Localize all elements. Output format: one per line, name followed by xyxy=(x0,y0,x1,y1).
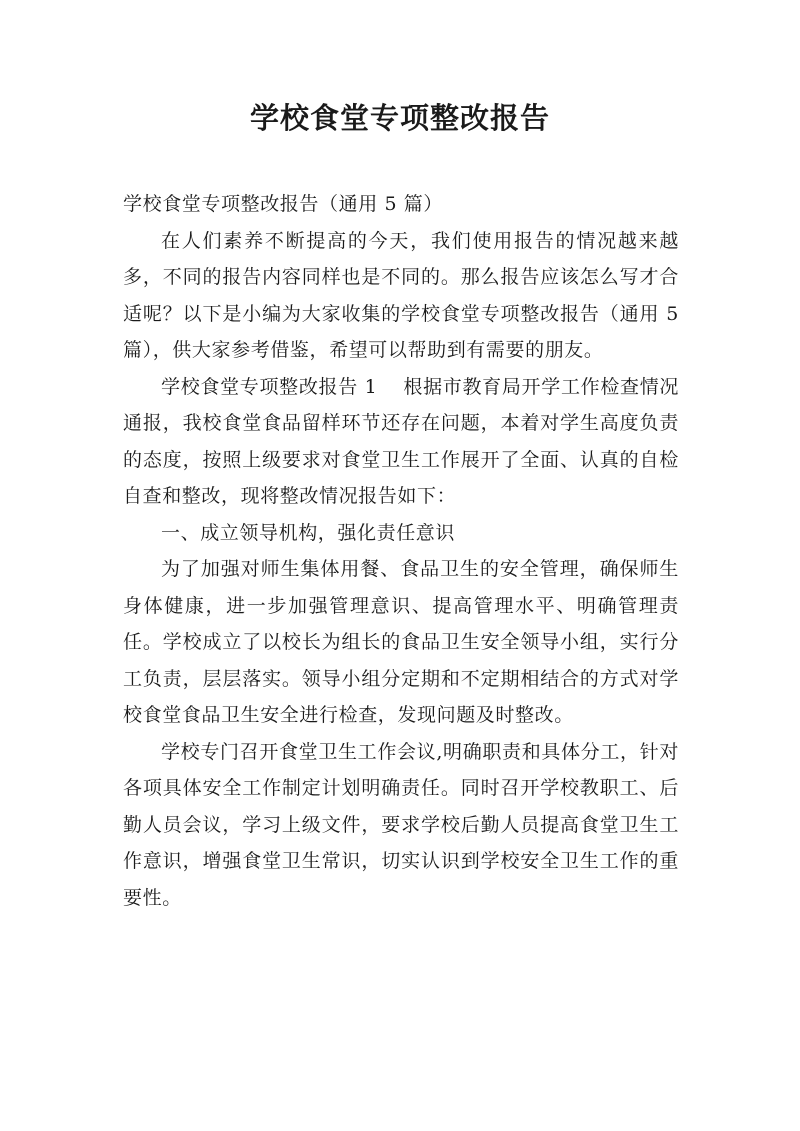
document-subtitle: 学校食堂专项整改报告（通用 5 篇） xyxy=(123,193,443,215)
report1-paragraph xyxy=(123,369,679,515)
section1-paragraph-1: 为了加强对师生集体用餐、食品卫生的安全管理，确保师生身体健康，进一步加强管理意识、提高管理水平、明确管理责任。学校成立了以校长为组长的食品卫生安全领导小组，实行分工负责，层层落实。领导小组分定期和不定期相结合的方式对学校食堂食品卫生安全进行检查，发现问题及时整改。 xyxy=(123,558,679,726)
section1-paragraph-2: 学校专门召开食堂卫生工作会议,明确职责和具体分工，针对各项具体安全工作制定计划明确责任。同时召开学校教职工、后勤人员会议，学习上级文件，要求学校后勤人员提高食堂卫生工作意识，增强食堂卫生常识，切实认识到学校安全卫生工作的重要性。 xyxy=(123,740,679,909)
report1-heading: 学校食堂专项整改报告 1 xyxy=(161,375,378,398)
section1-heading: 一、成立领导机构，强化责任意识 xyxy=(161,521,456,544)
document-body xyxy=(123,186,679,916)
report1-opening: 根据市教育局开学工作检查情况通报，我校食堂食品留样环节还存在问题，本着对学生高度负责的态度，按照上级要求对食堂卫生工作展开了全面、认真的自检自查和整改，现将整改情况报告如下： xyxy=(123,375,679,507)
document-title: 学校食堂专项整改报告 xyxy=(249,101,550,135)
intro-paragraph: 在人们素养不断提高的今天，我们使用报告的情况越来越多，不同的报告内容同样也是不同的。那么报告应该怎么写才合适呢？以下是小编为大家收集的学校食堂专项整改报告（通用 5 篇），供大家参考借鉴，希望可以帮助到有需要的朋友。 xyxy=(123,229,679,361)
